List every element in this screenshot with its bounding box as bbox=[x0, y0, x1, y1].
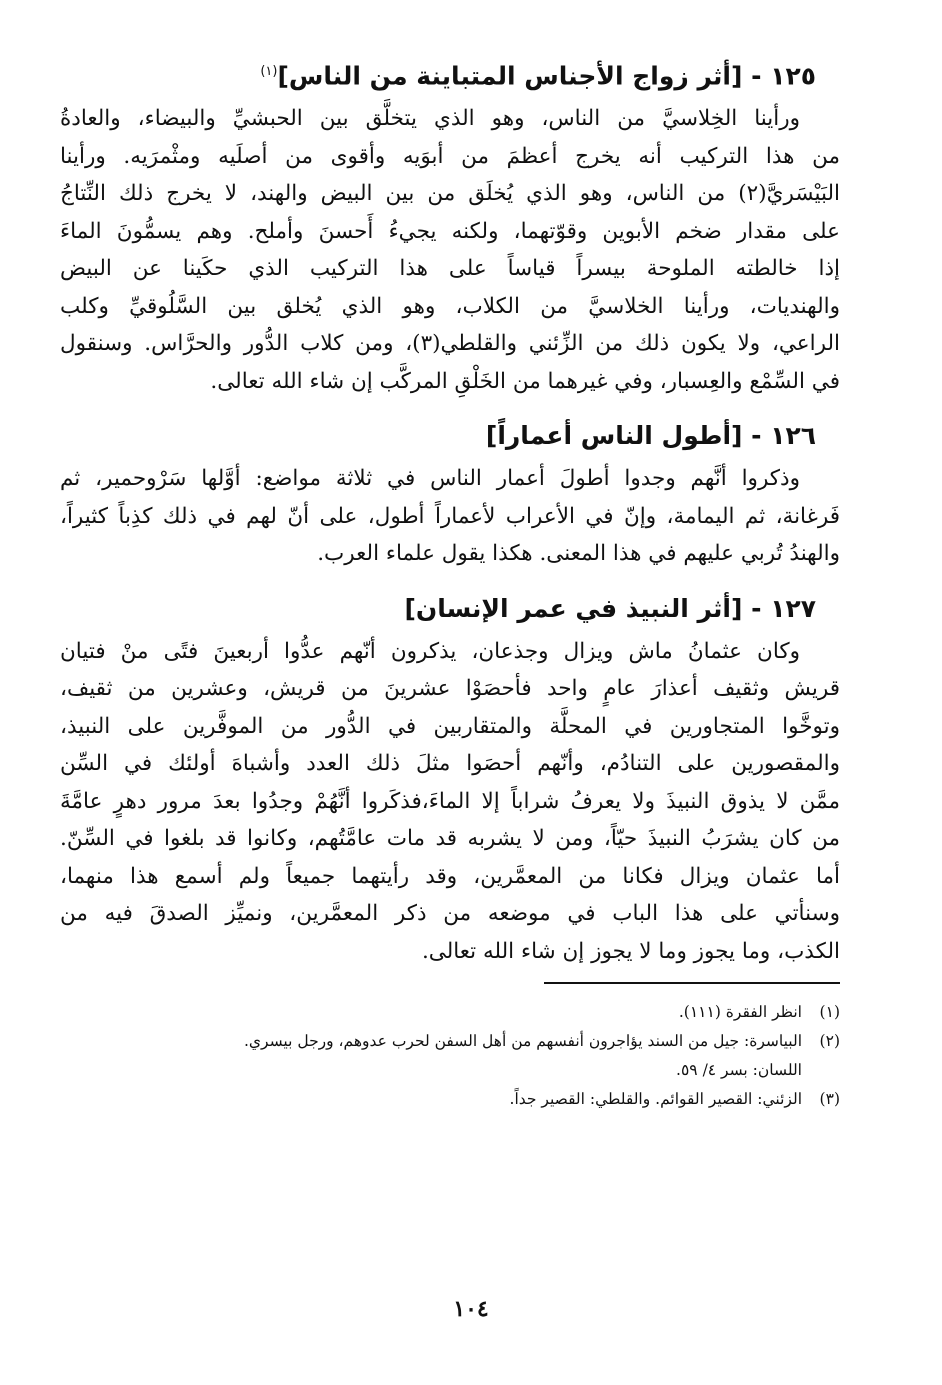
section-heading bbox=[60, 585, 816, 633]
footnote-text: الزئني: القصير القوائم. والقلطي: القصير جداً. bbox=[509, 1090, 802, 1109]
text-line: البَيْسَريَّ(٢) من الناس، وهو الذي يُخلَق من بين البيض والهند، لا يخرج ذلك النِّتاجُ bbox=[60, 181, 840, 207]
section-heading-text: ١٢٥ - [أثر زواج الأجناس المتباينة من الناس] bbox=[277, 61, 816, 91]
text-line: ورأينا الخِلاسيَّ من الناس، وهو الذي يتخلَّق بين الحبشيِّ والبيضاء، والعادةُ bbox=[60, 106, 800, 132]
section-127 bbox=[60, 585, 840, 971]
section-125 bbox=[60, 48, 840, 400]
text-line: أما عثمان ويزال فكانا من المعمَّرين، وقد رأيتهما جميعاً ولم أسمع هذا منهما، bbox=[60, 863, 840, 889]
footnote-item bbox=[60, 1085, 840, 1114]
page-number: ١٠٤ bbox=[453, 1296, 489, 1322]
text-line: والمقصورين على التنادُم، وأنّهم أحصَوا مثلَ ذلك العدد وأشباهَ أولئك في السِّن bbox=[60, 751, 840, 777]
section-heading bbox=[60, 412, 816, 460]
footnote-item bbox=[60, 1027, 840, 1085]
text-line: إذا خالطته الملوحة بيسراً قياساً على هذا التركيب الذي حكَينا عن البيض bbox=[60, 256, 840, 282]
footnote-number: (٣) bbox=[819, 1090, 840, 1109]
text-line: الكذب، وما يجوز وما لا يجوز إن شاء الله تعالى. bbox=[421, 938, 840, 964]
footnote-text: انظر الفقرة (١١١). bbox=[678, 1003, 802, 1022]
footnote-text-continued: اللسان: بسر ٤/ ٥٩. bbox=[676, 1061, 802, 1080]
text-line: وتوخَّوا المتجاورين في المحلَّة والمتقاربين في الدُّور من الموفَّرين على النبيذ، bbox=[60, 713, 840, 739]
section-126 bbox=[60, 412, 840, 573]
text-line: والهنديات، ورأينا الخلاسيَّ من الكلاب، وهو الذي يُخلق بين السَّلُوقيِّ وكلب bbox=[60, 293, 840, 319]
footnote-number: (٢) bbox=[819, 1032, 840, 1051]
footnotes bbox=[60, 998, 840, 1114]
text-line: على مقدار ضخم الأبوين وقوّتهما، ولكنه يجيءُ أَحسنَ وأملح. وهم يسمُّونَ الماءَ bbox=[60, 218, 840, 244]
text-line: في السِّمْع والعِسبار، وفي غيرهما من الخَلْقِ المركَّب إن شاء الله تعالى. bbox=[210, 368, 840, 394]
text-line: فَرغانة، ثم اليمامة، وإنّ في الأعراب لأعماراً أطول، على أنّ لهم في ذلك كذِباً كثيراً، bbox=[60, 503, 840, 529]
text-line: الراعي، ولا يكون ذلك من الزِّئني والقلطي(٣)، ومن كلاب الدُّور والحرَّاس. وسنقول bbox=[60, 331, 840, 357]
section-paragraph bbox=[60, 633, 840, 971]
text-line: وذكروا أنَّهم وجدوا أطولَ أعمار الناس في ثلاثة مواضع: أوَّلها سَرْوحمير، ثم bbox=[60, 466, 800, 492]
section-heading-text: ١٢٧ - [أثر النبيذ في عمر الإنسان] bbox=[404, 593, 816, 623]
section-heading-text: ١٢٦ - [أطول الناس أعماراً] bbox=[485, 421, 816, 451]
footnote-divider bbox=[544, 982, 840, 984]
footnote-text: البياسرة: جيل من السند يؤاجرون أنفسهم من أهل السفن لحرب عدوهم، ورجل بيسري. bbox=[243, 1032, 802, 1051]
section-paragraph bbox=[60, 100, 840, 400]
section-paragraph bbox=[60, 460, 840, 573]
footnote-ref: (١) bbox=[260, 64, 278, 79]
text-line: قريش وثقيف أعذارَ عامٍ واحد فأحصَوْا عشرينَ من قريش، وعشرين من ثقيف، bbox=[60, 676, 840, 702]
page-body bbox=[60, 48, 840, 1114]
text-line: وكان عثمانُ ماش ويزال وجذعان، يذكرون أنّهم عدُّوا أربعينَ فتًى منْ فتيان bbox=[60, 638, 800, 664]
section-heading bbox=[60, 48, 816, 100]
text-line: من كان يشرَبُ النبيذَ حيّاً، ومن لا يشربه قد مات عامَّتُهم، وكانوا قد بلغوا في السِّنّ. bbox=[60, 826, 840, 852]
text-line: وسنأتي على هذا الباب في موضعه من ذكر المعمَّرين، ونميِّز الصدقَ فيه من bbox=[60, 901, 840, 927]
text-line: من هذا التركيب أنه يخرج أعظمَ من أبوَيه وأقوى من أصلَيه ومثْمرَيه. ورأينا bbox=[60, 143, 840, 169]
text-line: والهندُ تُربي عليهم في هذا المعنى. هكذا يقول علماء العرب. bbox=[317, 541, 840, 567]
text-line: ممَّن لا يذوق النبيذَ ولا يعرفُ شراباً إلا الماءَ،فذكَروا أنَّهُمْ وجدُوا بعدَ مرور دهرٍ عامَّةَ bbox=[60, 788, 840, 814]
footnote-number: (١) bbox=[819, 1003, 840, 1022]
footnote-item bbox=[60, 998, 840, 1027]
